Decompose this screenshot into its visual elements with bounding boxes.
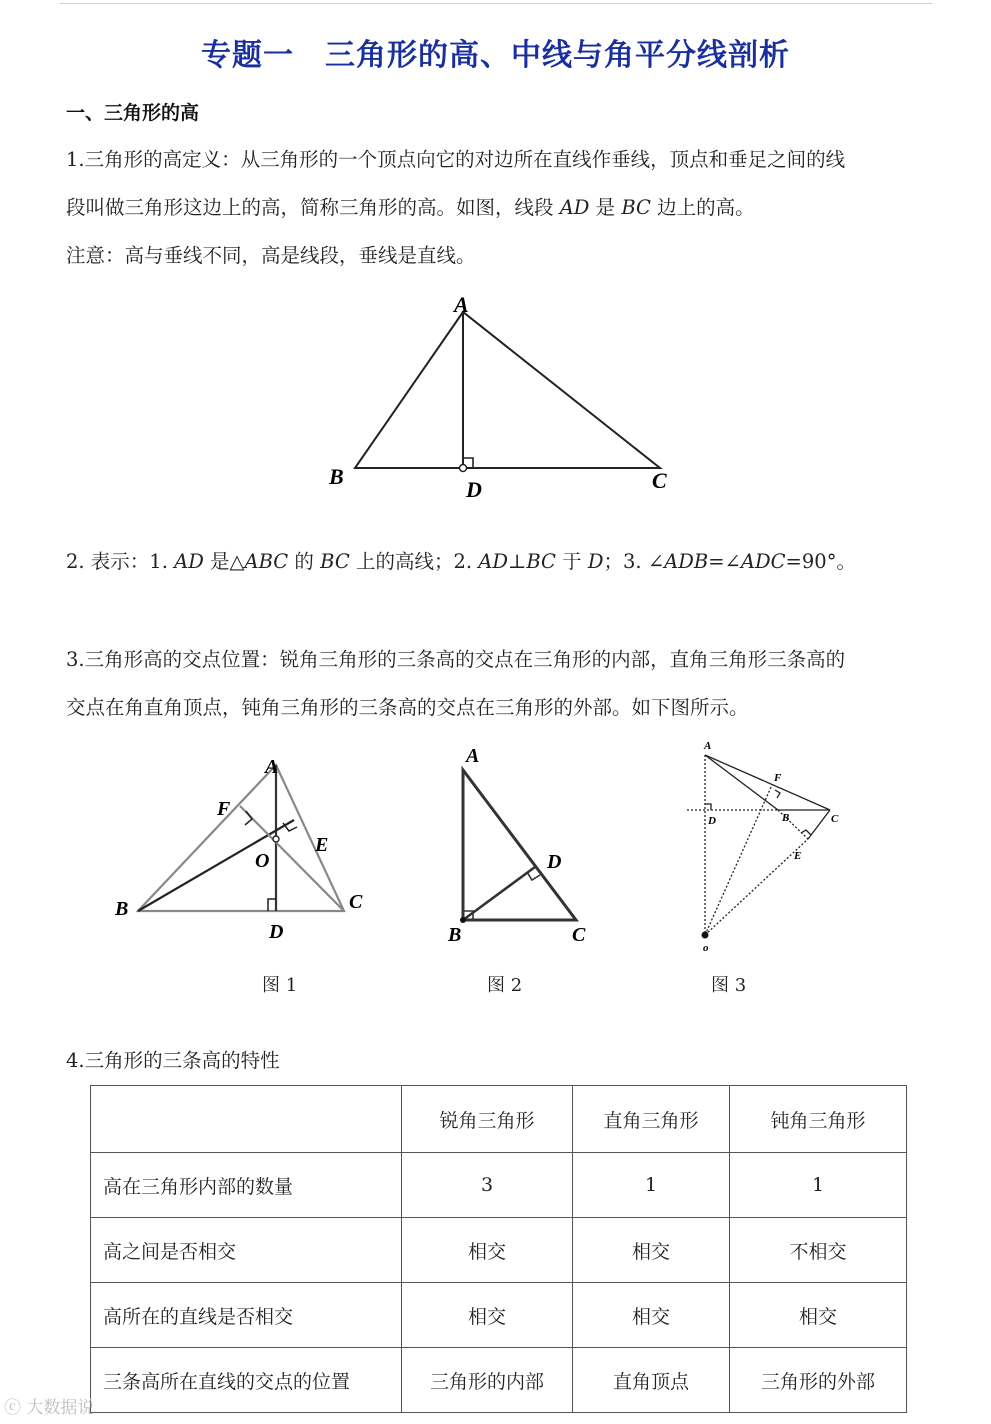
- table-cell: 相交: [573, 1283, 730, 1348]
- figure-3-caption: 图 3: [711, 975, 747, 996]
- table-row: [91, 1218, 907, 1283]
- figure-3-obtuse: [680, 735, 850, 955]
- table-row: [91, 1348, 907, 1413]
- intersection-paragraph: [66, 636, 941, 732]
- label-a: A: [454, 292, 469, 317]
- table-cell: 3: [402, 1153, 573, 1218]
- watermark-logo-icon: ⓒ: [4, 1398, 21, 1418]
- fig3-label-c: C: [831, 813, 839, 825]
- label-d: D: [466, 477, 482, 502]
- intersection-line-1: 3.三角形高的交点位置：锐角三角形的三条高的交点在三角形的内部，直角三角形三条高的: [66, 648, 846, 671]
- table-header-cell: 钝角三角形: [730, 1086, 907, 1153]
- label-c: C: [652, 468, 667, 493]
- figure-1-acute: [105, 748, 385, 948]
- intersection-line-2: 交点在角直角顶点，钝角三角形的三条高的交点在三角形的外部。如下图所示。: [66, 696, 749, 719]
- fig1-label-f: F: [217, 798, 231, 820]
- table-cell: 相交: [402, 1218, 573, 1283]
- fig3-label-d: D: [708, 815, 716, 827]
- watermark: [4, 1393, 94, 1418]
- altitude-properties-table: [90, 1085, 907, 1413]
- table-row-label: 高在三角形内部的数量: [91, 1153, 402, 1218]
- fig3-label-a: A: [704, 740, 712, 752]
- definition-paragraph: [66, 136, 941, 280]
- definition-line-1: 1.三角形的高定义：从三角形的一个顶点向它的对边所在直线作垂线，顶点和垂足之间的线: [66, 148, 846, 171]
- table-cell: 三角形的外部: [730, 1348, 907, 1413]
- fig1-label-b: B: [115, 898, 129, 920]
- table-row-label: 三条高所在直线的交点的位置: [91, 1348, 402, 1413]
- table-cell: 1: [573, 1153, 730, 1218]
- properties-heading: 4.三角形的三条高的特性: [66, 1049, 280, 1072]
- top-rule: [60, 3, 932, 4]
- table-header-cell: [91, 1086, 402, 1153]
- table-cell: 相交: [402, 1283, 573, 1348]
- table-cell: 相交: [730, 1283, 907, 1348]
- fig1-label-e: E: [315, 834, 329, 856]
- triangle-abc: [355, 312, 660, 468]
- fig3-label-f: F: [774, 772, 782, 784]
- table-cell: 相交: [573, 1218, 730, 1283]
- fig1-label-o: O: [255, 850, 270, 872]
- notation-paragraph: 2. 表示：1. AD 是△ABC 的 BC 上的高线；2. AD⊥BC 于 D；3. ∠ADB=∠ADC=90°。: [66, 550, 856, 573]
- page-title: 专题一 三角形的高、中线与角平分线剖析: [201, 38, 790, 73]
- table-cell: 直角顶点: [573, 1348, 730, 1413]
- label-b: B: [329, 464, 344, 489]
- figure-2-caption: 图 2: [487, 975, 523, 996]
- table-cell: 1: [730, 1153, 907, 1218]
- fig2-label-d: D: [547, 851, 562, 873]
- fig1-label-c: C: [349, 891, 363, 913]
- fig2-label-c: C: [572, 924, 586, 946]
- table-row: [91, 1283, 907, 1348]
- table-header-cell: 锐角三角形: [402, 1086, 573, 1153]
- main-triangle-figure: [320, 290, 680, 505]
- foot-point: [460, 465, 467, 472]
- fig2-label-a: A: [466, 745, 480, 767]
- table-row: [91, 1153, 907, 1218]
- fig1-label-a: A: [265, 756, 279, 778]
- fig3-label-e: E: [794, 850, 802, 862]
- table-header-cell: 直角三角形: [573, 1086, 730, 1153]
- table-cell: 三角形的内部: [402, 1348, 573, 1413]
- table-header-row: [91, 1086, 907, 1153]
- fig1-label-d: D: [269, 921, 284, 943]
- table-row-label: 高所在的直线是否相交: [91, 1283, 402, 1348]
- fig3-label-o: o: [703, 942, 709, 954]
- definition-line-2: 段叫做三角形这边上的高，简称三角形的高。如图，线段 AD 是 BC 边上的高。: [66, 196, 755, 219]
- table-row-label: 高之间是否相交: [91, 1218, 402, 1283]
- table-cell: 不相交: [730, 1218, 907, 1283]
- figure-1-caption: 图 1: [262, 975, 298, 996]
- figure-2-right: [440, 740, 600, 950]
- section-heading-altitude: 一、三角形的高: [66, 102, 200, 124]
- note-line: 注意：高与垂线不同，高是线段，垂线是直线。: [66, 244, 476, 267]
- watermark-text: 大数据说: [26, 1398, 95, 1418]
- fig3-label-b: B: [782, 812, 790, 824]
- fig2-label-b: B: [448, 924, 462, 946]
